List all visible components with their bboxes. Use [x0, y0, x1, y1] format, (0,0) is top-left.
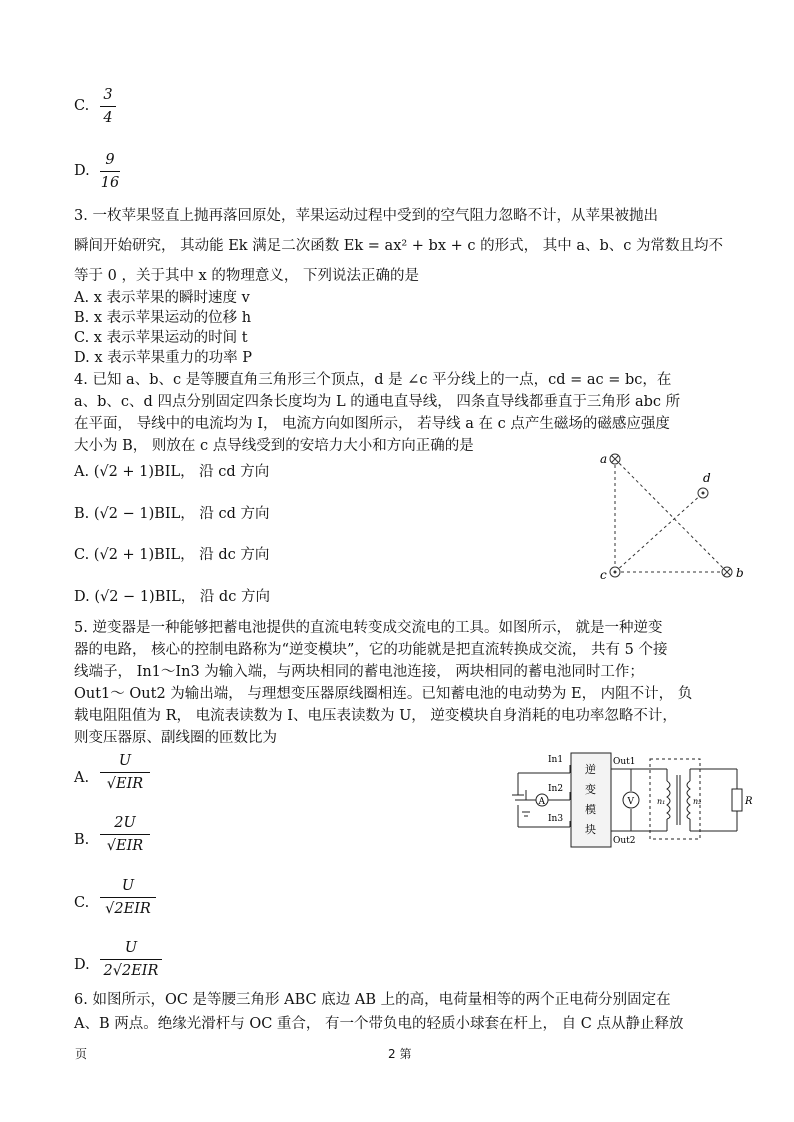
q4-stem-line-2: a、b、c、d 四点分别固定四条长度均为 L 的通电直导线， 四条直导线都垂直于三角形 abc 所 — [74, 394, 681, 410]
q4-stem-line-4: 大小为 B， 则放在 c 点导线受到的安培力大小和方向正确的是 — [74, 438, 474, 454]
q4-stem-line-1: 4. 已知 a、b、c 是等腰直角三角形三个顶点，d 是 ∠c 平分线上的一点，cd = ac = bc，在 — [74, 372, 672, 388]
q3-option-c: C. x 表示苹果运动的时间 t — [74, 330, 248, 346]
label-c: c — [600, 568, 607, 582]
in3-label: In3 — [548, 814, 564, 824]
q4-option-c: C. (√2 + 1)BIL， 沿 dc 方向 — [74, 547, 270, 563]
q3-stem-line-3: 等于 0 ，关于其中 x 的物理意义， 下列说法正确的是 — [74, 268, 419, 284]
q5-stem-line-6: 则变压器原、副线圈的匝数比为 — [74, 730, 277, 746]
denominator: 16 — [100, 175, 120, 191]
q4-option-b: B. (√2 − 1)BIL， 沿 cd 方向 — [74, 506, 270, 522]
q5-stem-line-4: Out1～ Out2 为输出端， 与理想变压器原线圈相连。已知蓄电池的电动势为 E， 内阻不计， 负 — [74, 686, 693, 702]
module-char-2: 变 — [585, 783, 596, 796]
fraction — [100, 151, 120, 192]
out2-label: Out2 — [613, 836, 636, 846]
wire-c-out-icon — [610, 567, 620, 577]
module-char-4: 块 — [585, 823, 596, 836]
q4-stem-line-3: 在平面， 导线中的电流均为 I， 电流方向如图所示， 若导线 a 在 c 点产生磁场的磁感应强度 — [74, 416, 670, 432]
ammeter-icon — [536, 794, 548, 807]
option-label: B. — [74, 832, 90, 848]
numerator: 9 — [105, 152, 115, 168]
wire-d-out-icon — [698, 488, 708, 498]
option-label: C. — [74, 895, 90, 911]
label-a: a — [600, 452, 608, 466]
q6-stem-line-2: A、B 两点。绝缘光滑杆与 OC 重合， 有一个带负电的轻质小球套在杆上， 自 C 点从静止释放 — [74, 1016, 684, 1032]
q5-stem-line-3: 线端子， In1～In3 为输入端，与两块相同的蓄电池连接， 两块相同的蓄电池同时工作； — [74, 664, 644, 680]
option-label: D. — [74, 163, 90, 179]
q4-triangle-figure — [590, 446, 770, 591]
option-label: D. — [74, 957, 90, 973]
svg-text:V: V — [627, 797, 634, 807]
module-char-3: 模 — [585, 803, 596, 816]
q3-stem-line-1: 3. 一枚苹果竖直上抛再落回原处，苹果运动过程中受到的空气阻力忽略不计，从苹果被抛出 — [74, 208, 658, 224]
footer-page-number: 2 第 — [388, 1047, 412, 1061]
q4-option-a: A. (√2 + 1)BIL， 沿 cd 方向 — [74, 464, 270, 480]
label-b: b — [736, 566, 744, 580]
q3-option-b: B. x 表示苹果运动的位移 h — [74, 310, 252, 326]
in1-label: In1 — [548, 755, 564, 765]
svg-text:A: A — [538, 797, 545, 807]
q3-option-d: D. x 表示苹果重力的功率 P — [74, 350, 252, 366]
r-label: R — [745, 796, 753, 807]
n2-label: n₂ — [693, 797, 702, 806]
denominator: 4 — [103, 110, 113, 126]
q3-option-a: A. x 表示苹果的瞬时速度 v — [74, 290, 250, 306]
out1-label: Out1 — [613, 757, 636, 767]
q3-stem-line-2: 瞬间开始研究， 其动能 Ek 满足二次函数 Ek = ax² + bx + c 的形式， 其中 a、b、c 为常数且均不 — [74, 238, 723, 254]
q5-inverter-circuit-figure — [505, 745, 760, 850]
label-d: d — [703, 471, 711, 485]
q5-stem-line-5: 载电阻阻值为 R， 电流表读数为 I、电压表读数为 U， 逆变模块自身消耗的电功率忽略不计， — [74, 708, 677, 724]
fraction: U √2EIR — [100, 877, 156, 918]
module-char-1: 逆 — [585, 763, 596, 776]
voltmeter-icon — [623, 792, 639, 808]
fraction: 2U √EIR — [100, 814, 150, 855]
in2-label: In2 — [548, 784, 564, 794]
wire-a-into-icon — [610, 454, 620, 464]
numerator: 3 — [103, 87, 113, 103]
q4-option-d: D. (√2 − 1)BIL， 沿 dc 方向 — [74, 589, 270, 605]
fraction — [100, 86, 116, 127]
q5-stem-line-2: 器的电路， 核心的控制电路称为“逆变模块”，它的功能就是把直流转换成交流， 共有 5 个接 — [74, 642, 668, 658]
option-label: C. — [74, 98, 90, 114]
option-label: A. — [74, 770, 90, 786]
fraction: U 2√2EIR — [100, 939, 162, 980]
n1-label: n₁ — [657, 797, 666, 806]
q6-stem-line-1: 6. 如图所示，OC 是等腰三角形 ABC 底边 AB 上的高，电荷量相等的两个正电荷分别固定在 — [74, 992, 671, 1008]
fraction: U √EIR — [100, 752, 150, 793]
footer-left: 页 — [75, 1047, 88, 1061]
wire-b-into-icon — [722, 567, 732, 577]
q5-stem-line-1: 5. 逆变器是一种能够把蓄电池提供的直流电转变成交流电的工具。如图所示， 就是一种逆变 — [74, 620, 663, 636]
